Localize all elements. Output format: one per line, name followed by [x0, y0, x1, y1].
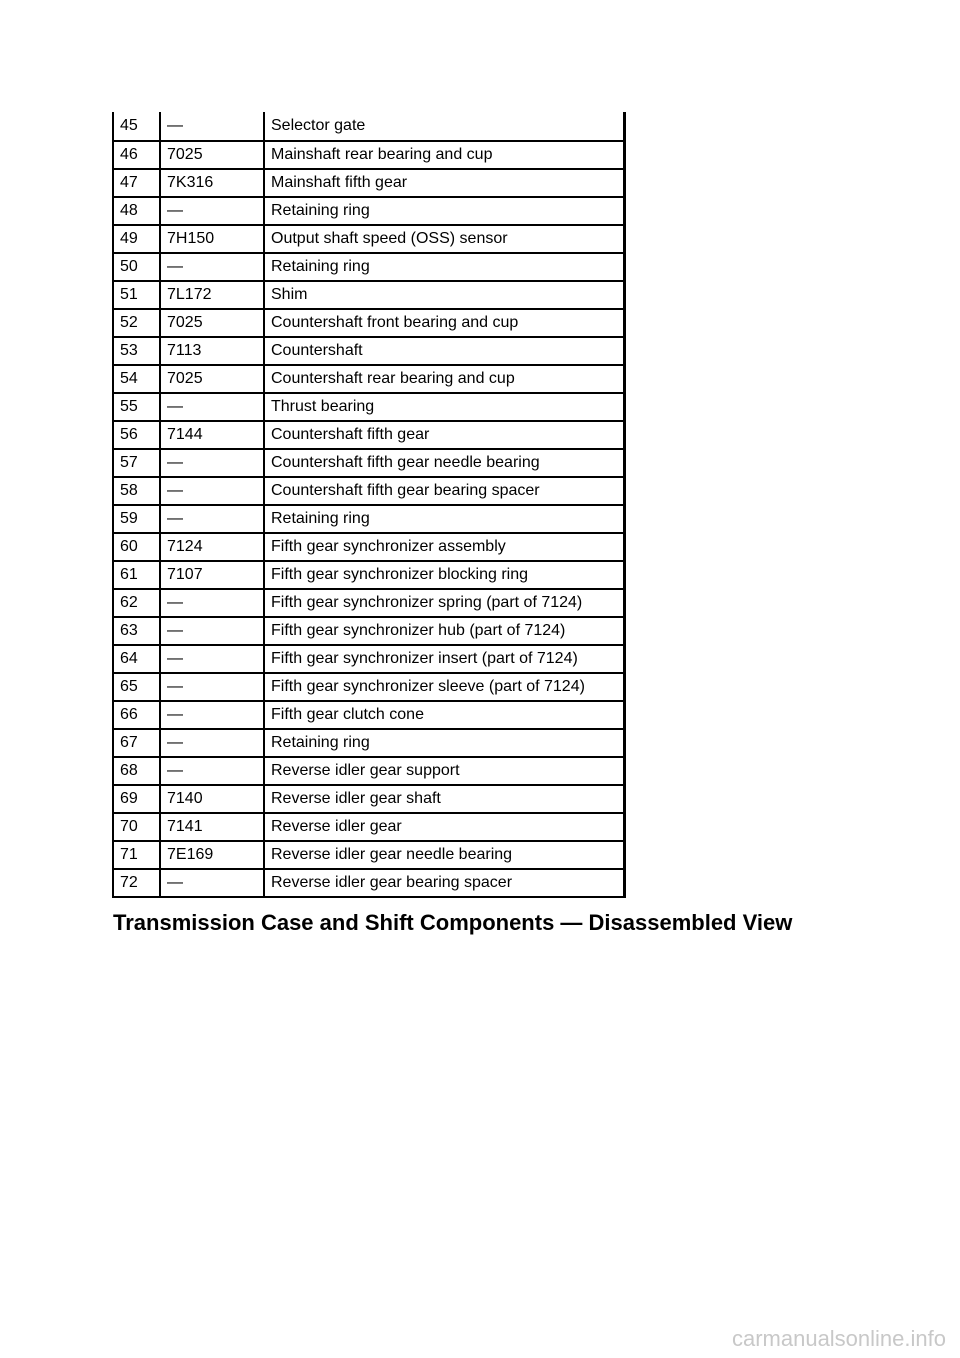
part-number-cell: —: [160, 757, 264, 785]
item-number-cell: 60: [113, 533, 160, 561]
description-cell: Fifth gear synchronizer sleeve (part of 7124): [264, 673, 625, 701]
description-cell: Fifth gear synchronizer insert (part of 7124): [264, 645, 625, 673]
description-cell: Retaining ring: [264, 197, 625, 225]
description-cell: Fifth gear synchronizer spring (part of 7124): [264, 589, 625, 617]
table-row: [113, 701, 625, 729]
description-cell: Selector gate: [264, 112, 625, 141]
table-row: [113, 225, 625, 253]
part-number-cell: 7124: [160, 533, 264, 561]
table-row: [113, 141, 625, 169]
description-cell: Reverse idler gear bearing spacer: [264, 869, 625, 897]
item-number-cell: 51: [113, 281, 160, 309]
item-number-cell: 48: [113, 197, 160, 225]
part-number-cell: —: [160, 729, 264, 757]
table-row: [113, 309, 625, 337]
description-cell: Fifth gear clutch cone: [264, 701, 625, 729]
description-cell: Countershaft fifth gear: [264, 421, 625, 449]
description-cell: Retaining ring: [264, 729, 625, 757]
part-number-cell: 7E169: [160, 841, 264, 869]
table-row: [113, 785, 625, 813]
table-row: [113, 869, 625, 897]
item-number-cell: 68: [113, 757, 160, 785]
description-cell: Fifth gear synchronizer assembly: [264, 533, 625, 561]
part-number-cell: —: [160, 505, 264, 533]
part-number-cell: 7K316: [160, 169, 264, 197]
item-number-cell: 56: [113, 421, 160, 449]
part-number-cell: 7141: [160, 813, 264, 841]
part-number-cell: —: [160, 393, 264, 421]
table-row: [113, 393, 625, 421]
parts-table-body: [113, 112, 625, 897]
item-number-cell: 71: [113, 841, 160, 869]
item-number-cell: 63: [113, 617, 160, 645]
item-number-cell: 54: [113, 365, 160, 393]
part-number-cell: 7113: [160, 337, 264, 365]
item-number-cell: 55: [113, 393, 160, 421]
description-cell: Output shaft speed (OSS) sensor: [264, 225, 625, 253]
item-number-cell: 72: [113, 869, 160, 897]
item-number-cell: 61: [113, 561, 160, 589]
description-cell: Reverse idler gear support: [264, 757, 625, 785]
item-number-cell: 70: [113, 813, 160, 841]
table-row: [113, 561, 625, 589]
table-row: [113, 337, 625, 365]
part-number-cell: —: [160, 869, 264, 897]
table-row: [113, 169, 625, 197]
item-number-cell: 66: [113, 701, 160, 729]
part-number-cell: —: [160, 617, 264, 645]
description-cell: Shim: [264, 281, 625, 309]
item-number-cell: 67: [113, 729, 160, 757]
part-number-cell: —: [160, 589, 264, 617]
item-number-cell: 57: [113, 449, 160, 477]
description-cell: Retaining ring: [264, 505, 625, 533]
part-number-cell: 7H150: [160, 225, 264, 253]
description-cell: Countershaft: [264, 337, 625, 365]
item-number-cell: 46: [113, 141, 160, 169]
table-row: [113, 253, 625, 281]
description-cell: Fifth gear synchronizer hub (part of 7124): [264, 617, 625, 645]
part-number-cell: —: [160, 477, 264, 505]
part-number-cell: —: [160, 253, 264, 281]
item-number-cell: 53: [113, 337, 160, 365]
item-number-cell: 62: [113, 589, 160, 617]
table-row: [113, 841, 625, 869]
description-cell: Reverse idler gear needle bearing: [264, 841, 625, 869]
part-number-cell: 7140: [160, 785, 264, 813]
part-number-cell: 7107: [160, 561, 264, 589]
table-row: [113, 617, 625, 645]
item-number-cell: 64: [113, 645, 160, 673]
table-row: [113, 813, 625, 841]
item-number-cell: 45: [113, 112, 160, 141]
item-number-cell: 50: [113, 253, 160, 281]
description-cell: Countershaft front bearing and cup: [264, 309, 625, 337]
item-number-cell: 47: [113, 169, 160, 197]
part-number-cell: —: [160, 673, 264, 701]
part-number-cell: —: [160, 645, 264, 673]
table-row: [113, 477, 625, 505]
table-row: [113, 589, 625, 617]
part-number-cell: —: [160, 112, 264, 141]
item-number-cell: 69: [113, 785, 160, 813]
description-cell: Retaining ring: [264, 253, 625, 281]
parts-table: [112, 112, 626, 898]
part-number-cell: 7025: [160, 309, 264, 337]
table-row: [113, 757, 625, 785]
part-number-cell: 7025: [160, 365, 264, 393]
part-number-cell: 7L172: [160, 281, 264, 309]
item-number-cell: 59: [113, 505, 160, 533]
description-cell: Thrust bearing: [264, 393, 625, 421]
table-row: [113, 533, 625, 561]
description-cell: Reverse idler gear: [264, 813, 625, 841]
table-row: [113, 505, 625, 533]
table-row: [113, 645, 625, 673]
item-number-cell: 52: [113, 309, 160, 337]
part-number-cell: —: [160, 701, 264, 729]
description-cell: Mainshaft rear bearing and cup: [264, 141, 625, 169]
item-number-cell: 49: [113, 225, 160, 253]
part-number-cell: —: [160, 197, 264, 225]
item-number-cell: 58: [113, 477, 160, 505]
part-number-cell: 7025: [160, 141, 264, 169]
description-cell: Countershaft fifth gear needle bearing: [264, 449, 625, 477]
part-number-cell: 7144: [160, 421, 264, 449]
table-row: [113, 673, 625, 701]
table-row: [113, 421, 625, 449]
table-row: [113, 729, 625, 757]
table-row: [113, 112, 625, 141]
table-row: [113, 197, 625, 225]
table-row: [113, 449, 625, 477]
table-row: [113, 365, 625, 393]
watermark: carmanualsonline.info: [731, 1326, 946, 1351]
item-number-cell: 65: [113, 673, 160, 701]
description-cell: Mainshaft fifth gear: [264, 169, 625, 197]
part-number-cell: —: [160, 449, 264, 477]
description-cell: Countershaft rear bearing and cup: [264, 365, 625, 393]
description-cell: Fifth gear synchronizer blocking ring: [264, 561, 625, 589]
description-cell: Reverse idler gear shaft: [264, 785, 625, 813]
section-heading: Transmission Case and Shift Components — Disassembled View: [113, 910, 793, 935]
table-row: [113, 281, 625, 309]
description-cell: Countershaft fifth gear bearing spacer: [264, 477, 625, 505]
